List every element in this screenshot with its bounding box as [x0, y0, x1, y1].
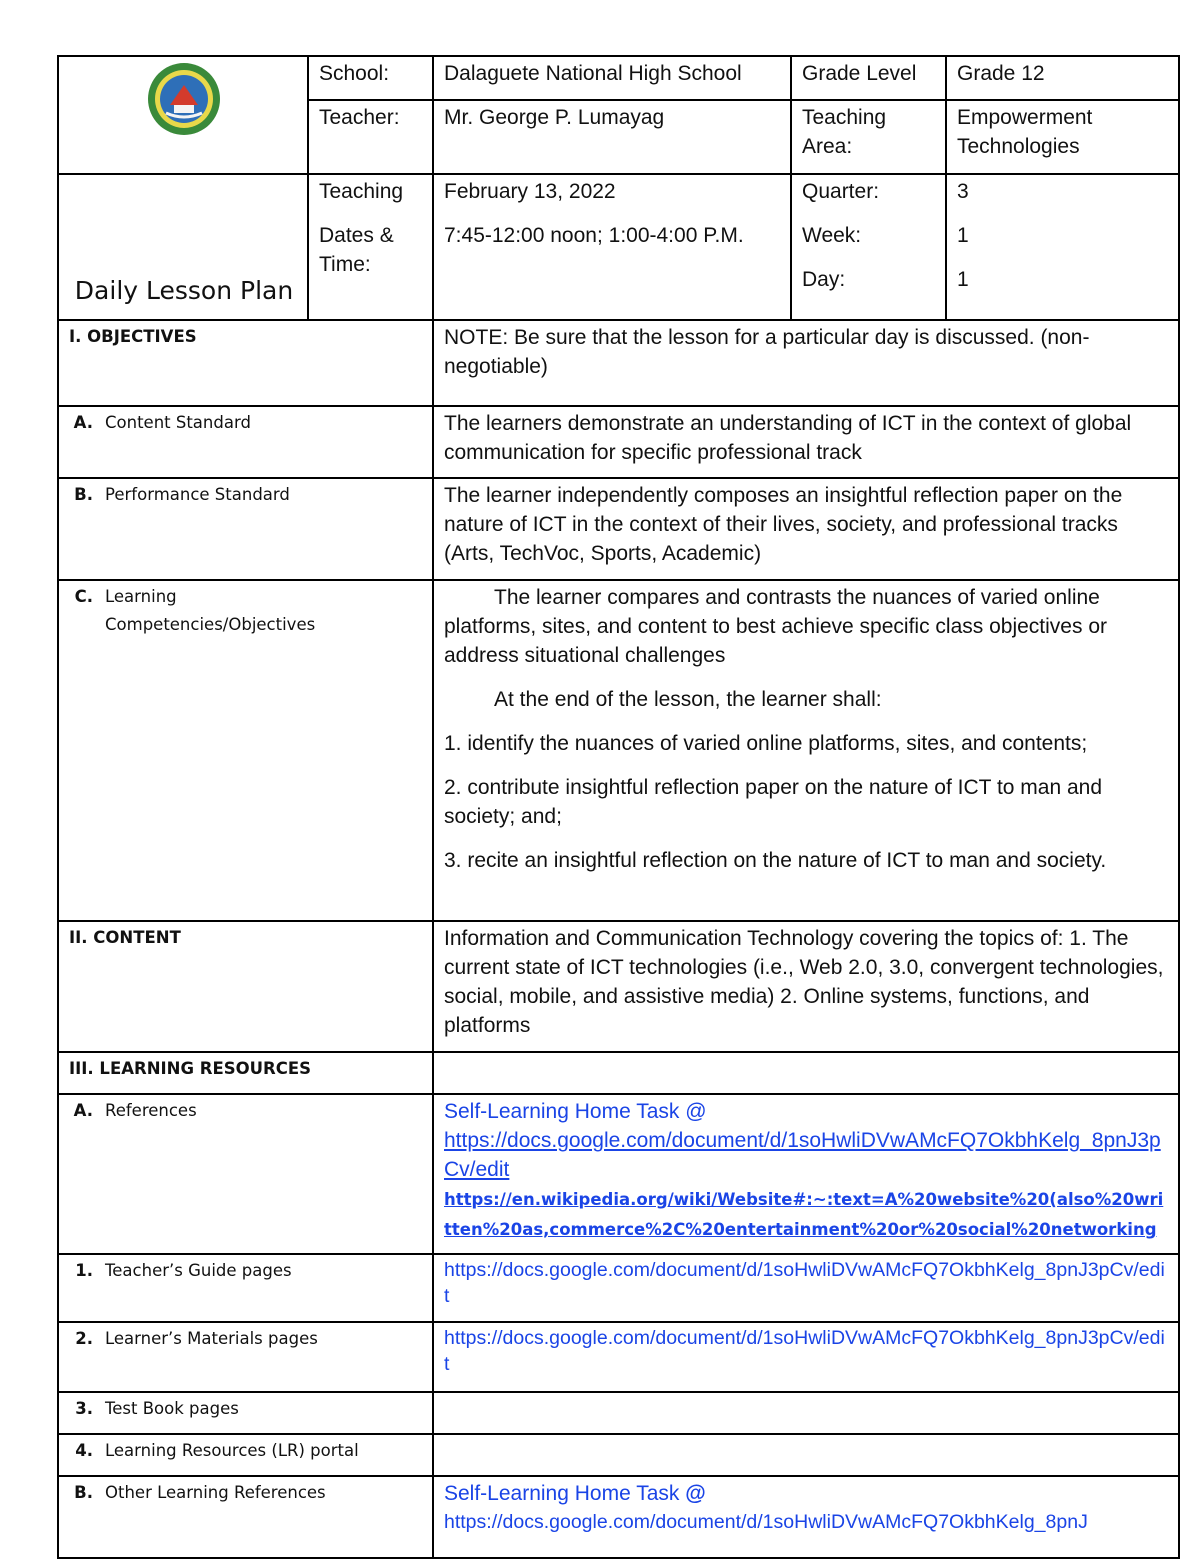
learners-materials-marker: 2.	[75, 1329, 93, 1348]
references-label-cell	[58, 1094, 433, 1254]
content-text: Information and Communication Technology covering the topics of: 1. The current state of ICT technologies (i.e., Web 2.0, 3.0, convergent technologies, social, mobile, and assistive media) 2. Online systems, functions, and platforms	[433, 921, 1179, 1052]
school-label: School:	[308, 56, 433, 100]
objective-item-1: 1. identify the nuances of varied online platforms, sites, and contents;	[444, 732, 1088, 755]
teaching-label: Teaching	[319, 180, 404, 203]
other-references-label-cell	[58, 1476, 433, 1558]
competencies-label-line1: Learning	[105, 587, 177, 606]
teaching-dates-value-cell	[433, 174, 791, 320]
learners-materials-label-cell	[58, 1322, 433, 1392]
schedule-value-cell	[946, 174, 1179, 320]
performance-standard-label-cell	[58, 478, 433, 580]
performance-standard-text: The learner independently composes an insightful reflection paper on the nature of ICT in the context of their lives, society, and professional tracks (Arts, TechVoc, Sports, Academic)	[433, 478, 1179, 580]
google-doc-reference-link[interactable]: https://docs.google.com/document/d/1soHwliDVwAMcFQ7OkbhKelg_8pnJ3pCv/edit	[444, 1129, 1161, 1181]
teachers-guide-label-cell	[58, 1254, 433, 1322]
test-book-marker: 3.	[75, 1399, 93, 1418]
learning-resources-empty	[433, 1052, 1179, 1094]
slht-reference-text: Self-Learning Home Task @	[444, 1100, 707, 1123]
content-standard-marker: A.	[73, 413, 93, 432]
objectives-note: NOTE: Be sure that the lesson for a particular day is discussed. (non-negotiable)	[433, 320, 1179, 406]
content-standard-label: Content Standard	[105, 413, 251, 432]
grade-level-value: Grade 12	[946, 56, 1179, 100]
lesson-plan-page	[57, 55, 1178, 1559]
teacher-label: Teacher:	[308, 100, 433, 174]
teaching-area-value: Empowerment Technologies	[946, 100, 1179, 174]
end-of-lesson-intro: At the end of the lesson, the learner shall:	[494, 688, 882, 711]
day-label: Day:	[802, 268, 846, 291]
test-book-label: Test Book pages	[105, 1399, 239, 1418]
content-standard-text: The learners demonstrate an understanding of ICT in the context of global communication for specific professional track	[433, 406, 1179, 478]
date-value: February 13, 2022	[444, 180, 616, 203]
learners-materials-cell	[433, 1322, 1179, 1392]
title-cell	[58, 174, 308, 320]
dates-time-label: Dates & Time:	[319, 224, 394, 276]
test-book-label-cell	[58, 1392, 433, 1434]
content-label: II. CONTENT	[58, 921, 433, 1052]
other-references-marker: B.	[74, 1483, 93, 1502]
teachers-guide-cell	[433, 1254, 1179, 1322]
teachers-guide-label: Teacher’s Guide pages	[105, 1261, 292, 1280]
other-references-cell	[433, 1476, 1179, 1558]
performance-standard-label: Performance Standard	[105, 485, 290, 504]
test-book-empty	[433, 1392, 1179, 1434]
school-value: Dalaguete National High School	[433, 56, 791, 100]
week-label: Week:	[802, 224, 862, 247]
other-references-label: Other Learning References	[105, 1483, 326, 1502]
objective-item-2: 2. contribute insightful reflection paper on the nature of ICT to man and society; and;	[444, 776, 1103, 828]
content-standard-label-cell	[58, 406, 433, 478]
lr-portal-label: Learning Resources (LR) portal	[105, 1441, 359, 1460]
teaching-dates-label-cell	[308, 174, 433, 320]
competencies-label-cell	[58, 580, 433, 921]
teaching-area-label: Teaching Area:	[791, 100, 946, 174]
quarter-label: Quarter:	[802, 180, 880, 203]
competencies-label-line2: Competencies/Objectives	[105, 615, 316, 634]
references-label: References	[105, 1101, 197, 1120]
competencies-text-cell	[433, 580, 1179, 921]
learning-resources-label: III. LEARNING RESOURCES	[58, 1052, 433, 1094]
performance-standard-marker: B.	[74, 485, 93, 504]
teacher-value: Mr. George P. Lumayag	[433, 100, 791, 174]
objective-item-3: 3. recite an insightful reflection on the nature of ICT to man and society.	[444, 849, 1107, 872]
objectives-label: I. OBJECTIVES	[58, 320, 433, 406]
references-marker: A.	[73, 1101, 93, 1120]
other-at-sign: @	[685, 1482, 706, 1505]
lr-portal-empty	[433, 1434, 1179, 1476]
schedule-label-cell	[791, 174, 946, 320]
references-cell	[433, 1094, 1179, 1254]
learners-materials-label: Learner’s Materials pages	[105, 1329, 318, 1348]
school-logo-cell	[58, 56, 308, 174]
teachers-guide-link[interactable]: https://docs.google.com/document/d/1soHwliDVwAMcFQ7OkbhKelg_8pnJ3pCv/edit	[444, 1259, 1165, 1307]
teachers-guide-marker: 1.	[75, 1261, 93, 1280]
other-slht-text: Self-Learning Home Task	[444, 1482, 680, 1505]
lr-portal-label-cell	[58, 1434, 433, 1476]
other-references-link[interactable]: https://docs.google.com/document/d/1soHwliDVwAMcFQ7OkbhKelg_8pnJ	[444, 1511, 1088, 1533]
quarter-value: 3	[957, 180, 969, 203]
grade-level-label: Grade Level	[791, 56, 946, 100]
learners-materials-link[interactable]: https://docs.google.com/document/d/1soHwliDVwAMcFQ7OkbhKelg_8pnJ3pCv/edit	[444, 1327, 1165, 1375]
wikipedia-reference-link[interactable]: https://en.wikipedia.org/wiki/Website#:~:text=A%20website%20(also%20written%20as,commerce%2C%20entertainment%20or%20social%20networking	[444, 1190, 1164, 1239]
day-value: 1	[957, 268, 969, 291]
competencies-marker: C.	[74, 587, 93, 606]
document-title: Daily Lesson Plan	[74, 276, 294, 305]
time-value: 7:45-12:00 noon; 1:00-4:00 P.M.	[444, 224, 744, 247]
week-value: 1	[957, 224, 969, 247]
lr-portal-marker: 4.	[75, 1441, 93, 1460]
school-seal-icon	[144, 61, 224, 137]
lesson-plan-table	[57, 55, 1180, 1559]
competencies-text: The learner compares and contrasts the nuances of varied online platforms, sites, and content to best achieve specific class objectives or address situational challenges	[444, 586, 1107, 667]
